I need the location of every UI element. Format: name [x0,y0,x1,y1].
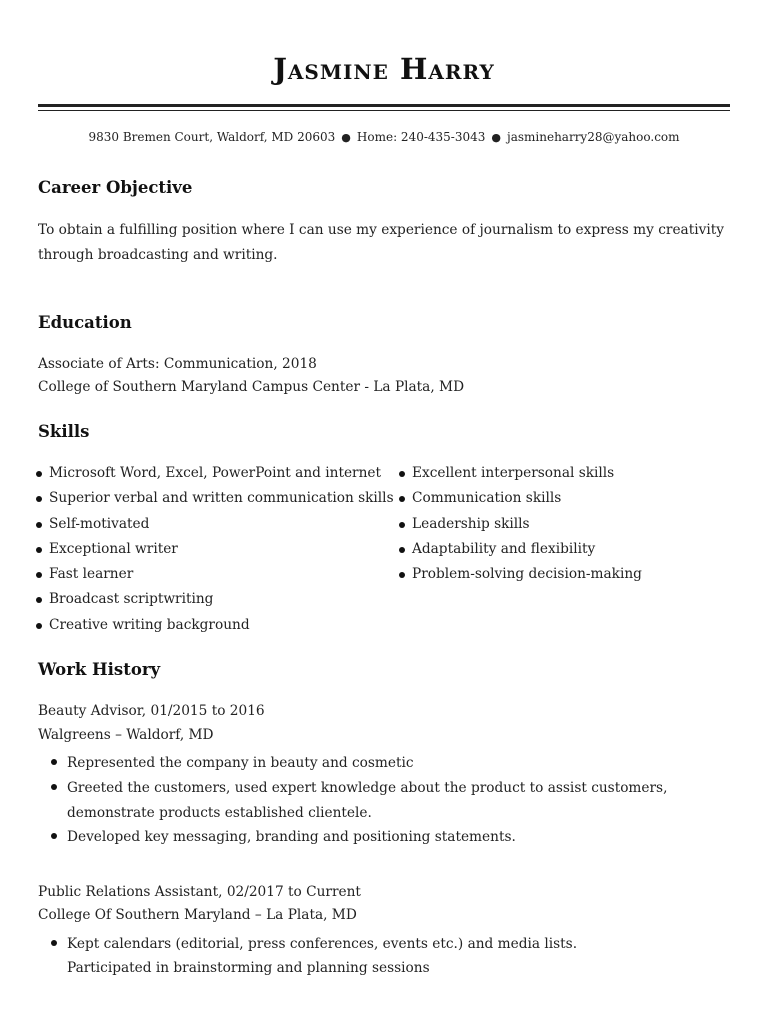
job-duty: Developed key messaging, branding and positioning statements. [38,825,728,850]
separator-bullet: ● [491,131,501,144]
job-employer: College Of Southern Maryland – La Plata, MD [38,907,357,923]
section-title-skills: Skills [38,422,90,441]
job-role: Public Relations Assistant, 02/2017 to Current [38,884,361,900]
section-title-work-history: Work History [38,660,161,679]
job-duties-list [38,751,728,850]
job-duty: Greeted the customers, used expert knowledge about the product to assist customers, demonstrate products established clientele. [38,776,728,826]
career-objective-text: To obtain a fulfilling position where I can use my experience of journalism to express my creativity through broadcasting and writing. [38,222,724,263]
job-duty-continuation: Participated in brainstorming and planning sessions [67,960,430,976]
job-role: Beauty Advisor, 01/2015 to 2016 [38,703,265,719]
skill-item: Creative writing background [36,617,394,642]
skill-item: Problem-solving decision-making [399,566,642,591]
job-duty: Represented the company in beauty and cosmetic [38,751,728,776]
skill-item: Fast learner [36,566,394,591]
contact-phone: Home: 240-435-3043 [356,130,486,144]
education-degree: Associate of Arts: Communication, 2018 [38,356,317,372]
job-employer: Walgreens – Waldorf, MD [38,727,214,743]
job-duty: Kept calendars (editorial, press conferences, events etc.) and media lists. [38,932,728,957]
skill-item: Superior verbal and written communication skills [36,490,394,515]
contact-address: 9830 Bremen Court, Waldorf, MD 20603 [88,130,336,144]
contact-line [0,130,768,144]
skill-item: Excellent interpersonal skills [399,465,642,490]
candidate-name: Jasmine Harry [273,52,495,86]
header-rule-thin [38,110,730,111]
job-duties-list [38,932,728,957]
separator-bullet: ● [341,131,351,144]
skill-item: Leadership skills [399,516,642,541]
skills-list-left [36,465,394,642]
skill-item: Adaptability and flexibility [399,541,642,566]
skill-item: Exceptional writer [36,541,394,566]
section-title-career-objective: Career Objective [38,178,193,197]
section-title-education: Education [38,313,132,332]
header-rule-thick [38,104,730,107]
skill-item: Broadcast scriptwriting [36,591,394,616]
skill-item: Microsoft Word, Excel, PowerPoint and internet [36,465,394,490]
education-school: College of Southern Maryland Campus Center - La Plata, MD [38,379,465,395]
skill-item: Self-motivated [36,516,394,541]
skills-list-right [399,465,642,591]
skill-item: Communication skills [399,490,642,515]
contact-email: jasmineharry28@yahoo.com [507,130,680,144]
